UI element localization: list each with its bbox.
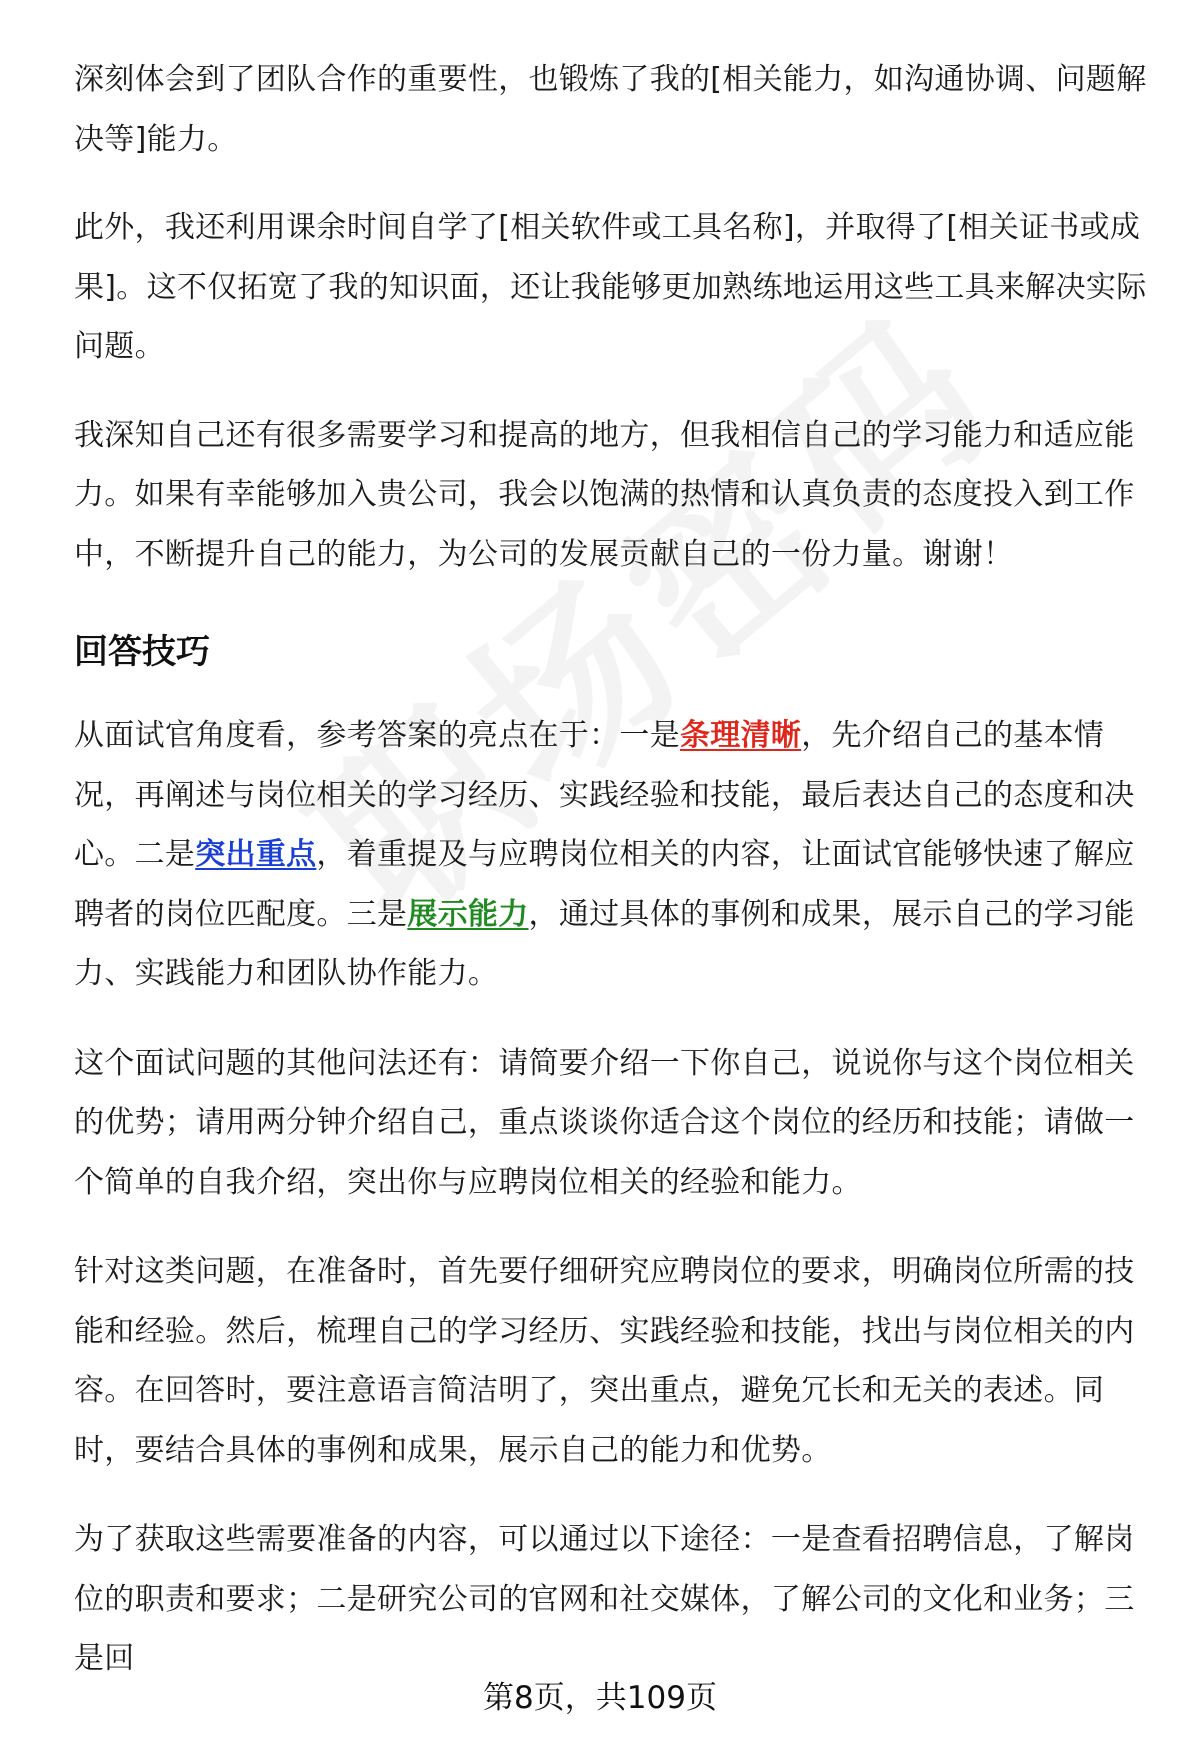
text-segment: 从面试官角度看，参考答案的亮点在于：一是 — [74, 718, 680, 753]
highlight-keyword-green: 展示能力 — [407, 896, 529, 932]
section-title: 回答技巧 — [74, 632, 210, 672]
paragraph: 我深知自己还有很多需要学习和提高的地方，但我相信自己的学习能力和适应能力。如果有幸能够加入贵公司，我会以饱满的热情和认真负责的态度投入到工作中，不断提升自己的能力，为公司的发展贡献自己的一份力量。谢谢！ — [74, 417, 1135, 572]
highlight-keyword-red: 条理清晰 — [680, 718, 802, 753]
paragraph: 为了获取这些需要准备的内容，可以通过以下途径：一是查看招聘信息，了解岗位的职责和要求；二是研究公司的官网和社交媒体，了解公司的文化和业务；三是回 — [74, 1522, 1135, 1676]
paragraph: 针对这类问题，在准备时，首先要仔细研究应聘岗位的要求，明确岗位所需的技能和经验。然后，梳理自己的学习经历、实践经验和技能，找出与岗位相关的内容。在回答时，要注意语言简洁明了，突出重点，避免冗长和无关的表述。同时，要结合具体的事例和成果，展示自己的能力和优势。 — [74, 1254, 1135, 1468]
document-page — [74, 50, 1164, 1689]
text-segment: ，着重提及与应聘岗位相关的内容，让面试官能够快速了解应聘者的岗位匹配度。三是 — [74, 837, 1135, 932]
page-number-footer: 第8页，共109页 — [483, 1680, 717, 1716]
paragraph: 这个面试问题的其他问法还有：请简要介绍一下你自己，说说你与这个岗位相关的优势；请用两分钟介绍自己，重点谈谈你适合这个岗位的经历和技能；请做一个简单的自我介绍，突出你与应聘岗位相关的经验和能力。 — [74, 1045, 1135, 1200]
text-segment: ，先介绍自己的基本情况，再阐述与岗位相关的学习经历、实践经验和技能，最后表达自己的态度和决心。二是 — [74, 718, 1135, 872]
highlight-keyword-blue: 突出重点 — [195, 837, 317, 872]
paragraph-highlights — [74, 706, 1164, 1004]
paragraph: 深刻体会到了团队合作的重要性，也锻炼了我的[相关能力，如沟通协调、问题解决等]能力。 — [74, 62, 1147, 157]
paragraph: 此外，我还利用课余时间自学了[相关软件或工具名称]，并取得了[相关证书或成果]。这不仅拓宽了我的知识面，还让我能够更加熟练地运用这些工具来解决实际问题。 — [74, 210, 1147, 364]
text-segment: ，通过具体的事例和成果，展示自己的学习能力、实践能力和团队协作能力。 — [74, 896, 1135, 991]
